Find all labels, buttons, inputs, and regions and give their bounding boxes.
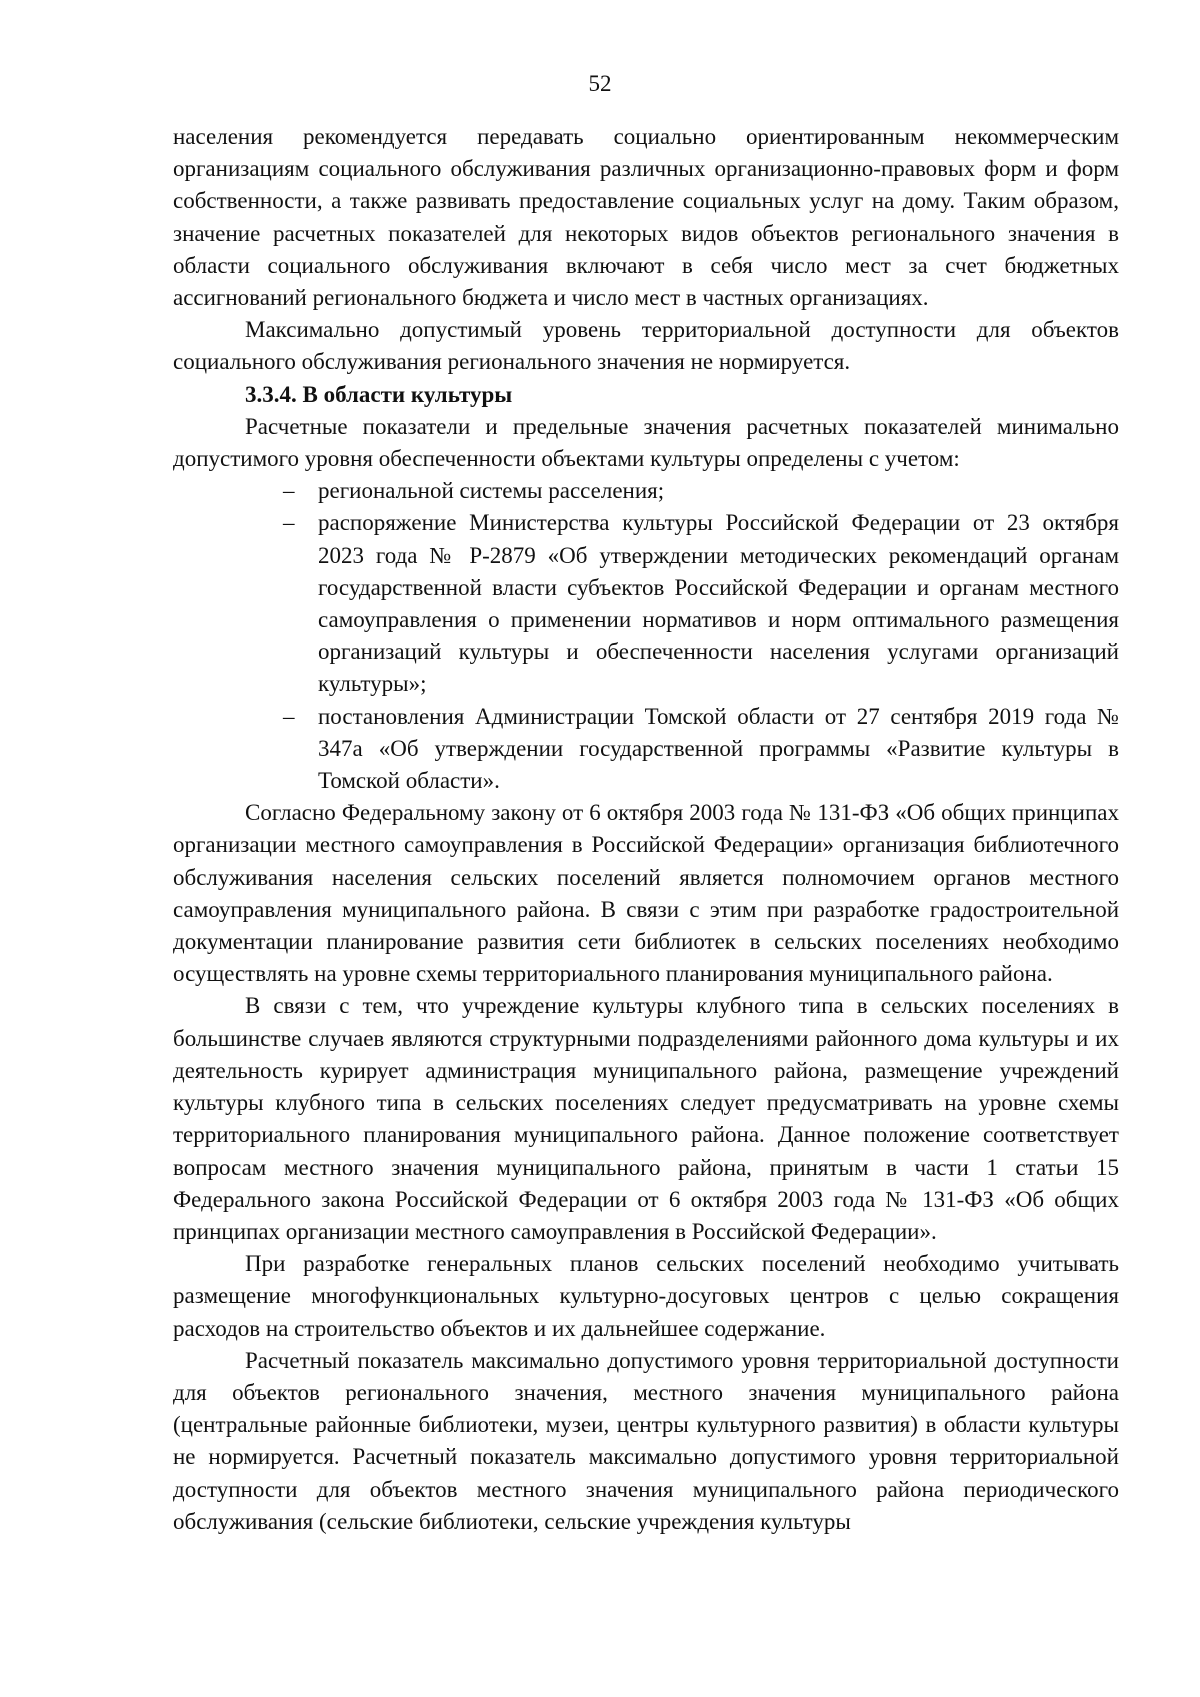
paragraph-intro: Расчетные показатели и предельные значения расчетных показателей минимально допустимого уровня обеспеченности объектами культуры определены с учетом: [173,413,1119,472]
list-item [283,701,1119,798]
dash-marker: – [283,478,295,504]
dash-marker: – [283,510,295,536]
list-item-text: региональной системы расселения; [318,478,665,504]
dash-marker: – [283,703,295,729]
paragraph-federal-law: Согласно Федеральному закону от 6 октября 2003 года № 131-ФЗ «Об общих принципах организации местного самоуправления в Российской Федерации» организация библиотечного обслуживания населения сельских поселений является полномочием органов местного самоуправления муниципального района. В связи с этим при разработке градостроительной документации планирование развития сети библиотек в сельских поселениях необходимо осуществлять на уровне схемы территориального планирования муниципального района. [173,800,1119,987]
list-item [283,475,1119,507]
page-number: 52 [588,71,612,96]
section-heading: 3.3.4. В области культуры [245,381,513,407]
paragraph-accessibility-indicator: Расчетный показатель максимально допустимого уровня территориальной доступности для объектов регионального значения, местного значения муниципального района (центральные районные библиотеки, музеи, центры культурного развития) в области культуры не нормируется. Расчетный показатель максимально допустимого уровня территориальной доступности для объектов местного значения муниципального района периодического обслуживания (сельские библиотеки, сельские учреждения культуры [173,1347,1119,1534]
criteria-list [173,475,1119,797]
list-item-text: постановления Администрации Томской области от 27 сентября 2019 года № 347а «Об утверждении государственной программы «Развитие культуры в Томской области». [318,703,1119,794]
document-body [173,121,1119,1538]
list-item-text: распоряжение Министерства культуры Российской Федерации от 23 октября 2023 года № Р-2879 «Об утверждении методических рекомендаций органам государственной власти субъектов Российской Федерации и органам местного самоуправления о применении нормативов и норм оптимального размещения организаций культуры и обеспеченности населения услугами организаций культуры»; [318,510,1119,697]
paragraph-social-accessibility: Максимально допустимый уровень территориальной доступности для объектов социального обслуживания регионального значения не нормируется. [173,317,1119,375]
paragraph-general-plans: При разработке генеральных планов сельских поселений необходимо учитывать размещение многофункциональных культурно-досуговых центров с целью сокращения расходов на строительство объектов и их дальнейшее содержание. [173,1251,1119,1341]
list-item [283,507,1119,700]
paragraph-club-institutions: В связи с тем, что учреждение культуры клубного типа в сельских поселениях в большинстве случаев являются структурными подразделениями районного дома культуры и их деятельность курирует администрация муниципального района, размещение учреждений культуры клубного типа в сельских поселениях следует предусматривать на уровне схемы территориального планирования муниципального района. Данное положение соответствует вопросам местного значения муниципального района, принятым в части 1 статьи 15 Федерального закона Российской Федерации от 6 октября 2003 года № 131-ФЗ «Об общих принципах организации местного самоуправления в Российской Федерации». [173,993,1119,1244]
paragraph-continued: населения рекомендуется передавать социально ориентированным некоммерческим организациям социального обслуживания различных организационно-правовых форм и форм собственности, а также развивать предоставление социальных услуг на дому. Таким образом, значение расчетных показателей для некоторых видов объектов регионального значения в области социального обслуживания включают в себя число мест за счет бюджетных ассигнований регионального бюджета и число мест в частных организациях. [173,124,1119,311]
